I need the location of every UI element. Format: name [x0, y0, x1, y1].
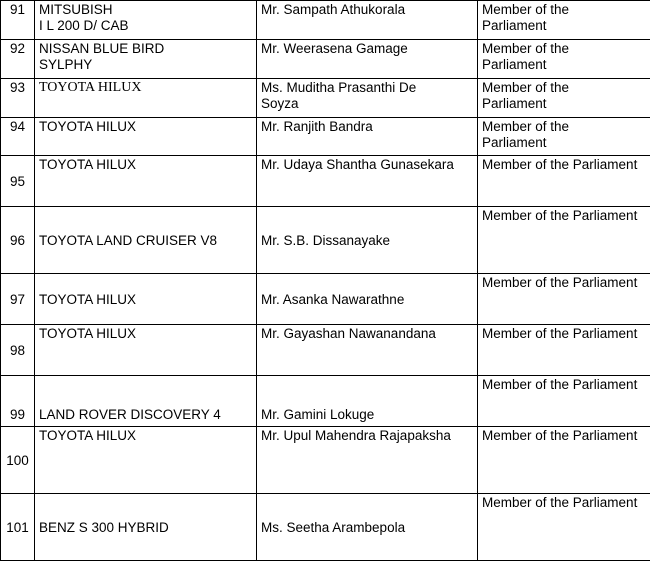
- member-position: Member of the Parliament: [478, 118, 650, 156]
- table-row: [1, 325, 650, 376]
- table-row: [1, 40, 650, 79]
- member-name: Mr. Udaya Shantha Gunasekara: [257, 156, 478, 207]
- row-number: 98: [1, 325, 35, 376]
- member-position: Member of the Parliament: [478, 494, 650, 561]
- member-name: Mr. Asanka Nawarathne: [257, 274, 478, 325]
- vehicle-model: TOYOTA HILUX: [35, 274, 257, 325]
- vehicle-model: TOYOTA HILUX: [35, 427, 257, 494]
- table-row: [1, 79, 650, 118]
- member-name: Mr. Gamini Lokuge: [257, 376, 478, 427]
- row-number: 100: [1, 427, 35, 494]
- table-row: [1, 494, 650, 561]
- member-position: Member of the Parliament: [478, 427, 650, 494]
- row-number: 94: [1, 118, 35, 156]
- table-row: [1, 274, 650, 325]
- row-number: 101: [1, 494, 35, 561]
- member-name: Mr. Gayashan Nawanandana: [257, 325, 478, 376]
- member-name: Mr. Sampath Athukorala: [257, 1, 478, 40]
- vehicle-model: LAND ROVER DISCOVERY 4: [35, 376, 257, 427]
- row-number: 91: [1, 1, 35, 40]
- table-row: [1, 207, 650, 274]
- member-position: Member of the Parliament: [478, 1, 650, 40]
- member-name: Ms. Muditha Prasanthi De Soyza: [257, 79, 478, 118]
- table-row: [1, 427, 650, 494]
- member-position: Member of the Parliament: [478, 156, 650, 207]
- row-number: 97: [1, 274, 35, 325]
- member-name: Mr. Upul Mahendra Rajapaksha: [257, 427, 478, 494]
- vehicle-model: NISSAN BLUE BIRD SYLPHY: [35, 40, 257, 79]
- member-position: Member of the Parliament: [478, 207, 650, 274]
- table-row: [1, 118, 650, 156]
- row-number: 93: [1, 79, 35, 118]
- member-position: Member of the Parliament: [478, 79, 650, 118]
- member-position: Member of the Parliament: [478, 274, 650, 325]
- table-row: [1, 376, 650, 427]
- member-name: Mr. Ranjith Bandra: [257, 118, 478, 156]
- row-number: 96: [1, 207, 35, 274]
- member-name: Mr. S.B. Dissanayake: [257, 207, 478, 274]
- table-row: [1, 1, 650, 40]
- member-position: Member of the Parliament: [478, 376, 650, 427]
- vehicle-model: TOYOTA LAND CRUISER V8: [35, 207, 257, 274]
- member-position: Member of the Parliament: [478, 325, 650, 376]
- vehicle-model: TOYOTA HILUX: [35, 156, 257, 207]
- table-row: [1, 156, 650, 207]
- member-name: Ms. Seetha Arambepola: [257, 494, 478, 561]
- vehicle-model: TOYOTA HILUX: [35, 325, 257, 376]
- row-number: 92: [1, 40, 35, 79]
- row-number: 95: [1, 156, 35, 207]
- member-name: Mr. Weerasena Gamage: [257, 40, 478, 79]
- row-number: 99: [1, 376, 35, 427]
- vehicle-model: TOYOTA HILUX: [35, 118, 257, 156]
- vehicle-model: TOYOTA HILUX: [35, 79, 257, 118]
- member-position: Member of the Parliament: [478, 40, 650, 79]
- vehicle-model: BENZ S 300 HYBRID: [35, 494, 257, 561]
- vehicle-model: MITSUBISH I L 200 D/ CAB: [35, 1, 257, 40]
